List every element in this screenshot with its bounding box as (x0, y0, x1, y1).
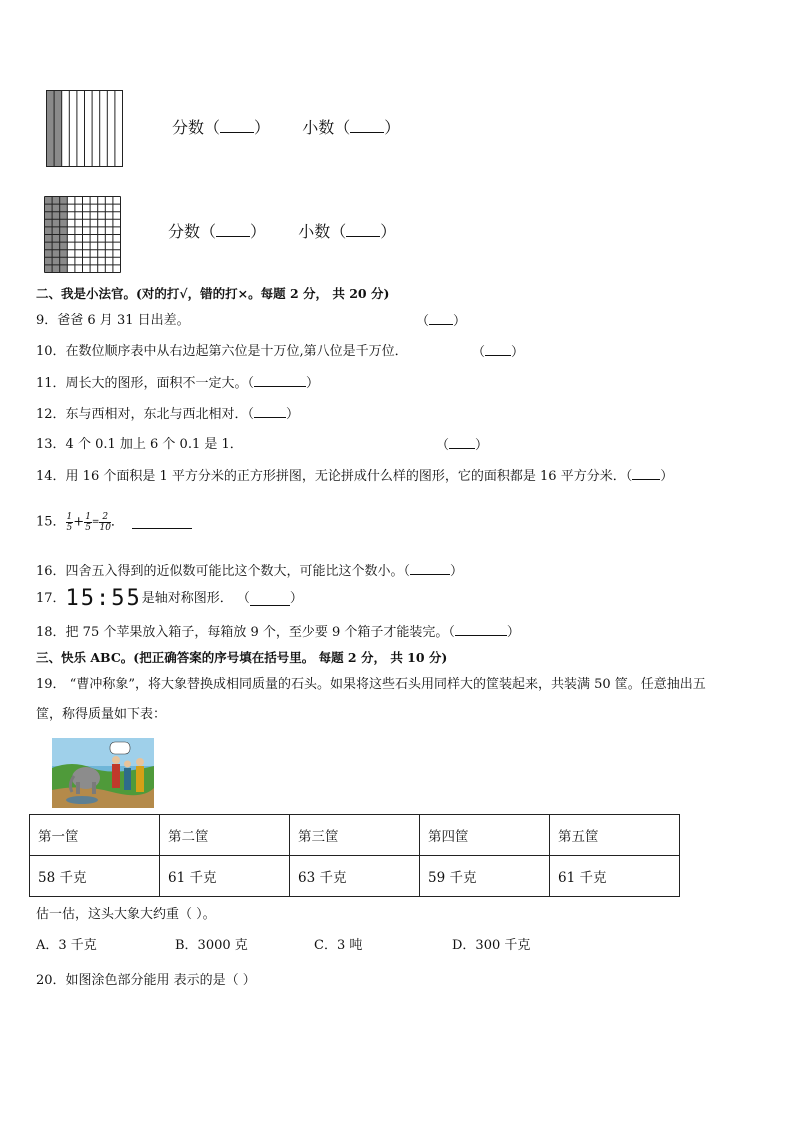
question-9-text: 9．爸爸 6 月 31 日出差。 (36, 313, 190, 328)
question-10-text: 10．在数位顺序表中从右边起第六位是十万位,第八位是千万位． (36, 344, 408, 359)
decimal-blank[interactable] (346, 224, 380, 237)
grid2-answer-line (168, 222, 396, 242)
table-cell: 61 千克 (160, 856, 290, 897)
table-header-cell: 第三筐 (290, 815, 420, 856)
decimal-blank[interactable] (350, 120, 384, 133)
paren-close: ） (384, 118, 401, 137)
answer-blank[interactable] (410, 562, 450, 575)
section3-heading: 三、快乐 ABC。(把正确答案的序号填在括号里。 每题 2 分， 共 10 分) (36, 650, 448, 665)
fraction-b: $\frac{1}{5}$ (85, 512, 91, 533)
section2-heading: 二、我是小法官。(对的打√，错的打×。每题 2 分， 共 20 分) (36, 286, 390, 301)
fraction-blank[interactable] (216, 224, 250, 237)
decimal-label: 小数（ (298, 222, 347, 241)
question-13-answer (436, 436, 488, 455)
question-11-text: 11．周长大的图形，面积不一定大。（ (36, 376, 255, 391)
fraction-blank[interactable] (220, 120, 254, 133)
question-14 (36, 467, 673, 486)
question-13 (36, 436, 243, 454)
answer-blank[interactable] (485, 343, 511, 356)
fraction-label: 分数（ (172, 118, 221, 137)
option-a[interactable]: A．3 千克 (36, 938, 97, 953)
equals-sign: = (91, 517, 100, 528)
option-c[interactable]: C．3 吨 (314, 938, 363, 953)
question-16-text: 16．四舍五入得到的近似数可能比这个数大，可能比这个数小。（ (36, 564, 411, 579)
answer-blank[interactable] (632, 467, 660, 480)
paren-close: ） (660, 469, 674, 484)
paren-close: ） (306, 376, 320, 391)
decimal-label: 小数（ (302, 118, 351, 137)
table-header-cell: 第二筐 (160, 815, 290, 856)
fraction-a: $\frac{1}{5}$ (66, 512, 73, 533)
question-20: 20．如图涂色部分能用 表示的是（ ） (36, 973, 256, 988)
paren-close: ） (450, 564, 464, 579)
question-17-text: 是轴对称图形． （ (141, 591, 250, 606)
question-19-line2: 筐，称得质量如下表： (36, 707, 167, 722)
question-19-prompt: 估一估，这头大象大约重（ ）。 (36, 907, 216, 922)
digital-clock-display: 15:55 (65, 586, 142, 611)
question-12 (36, 405, 299, 424)
table-header-cell: 第五筐 (550, 815, 680, 856)
paren-close: ） (506, 625, 520, 640)
table-cell: 59 千克 (420, 856, 550, 897)
table-header-cell: 第一筐 (30, 815, 160, 856)
question-18-text: 18．把 75 个苹果放入箱子，每箱放 9 个，至少要 9 个箱子才能装完。（ (36, 625, 455, 640)
answer-blank[interactable] (254, 405, 286, 418)
question-14-text: 14．用 16 个面积是 1 平方分米的正方形拼图，无论拼成什么样的图形，它的面积都是 16 平方分米．（ (36, 469, 633, 484)
hundred-grid-figure (44, 196, 122, 274)
question-17-number: 17． (36, 591, 66, 606)
question-17 (36, 586, 303, 611)
basket-weights-table (29, 814, 680, 897)
paren-open: （ (416, 314, 430, 329)
period: ． (110, 514, 124, 530)
question-13-text: 13．4 个 0.1 加上 6 个 0.1 是 1． (36, 437, 243, 452)
table-cell: 61 千克 (550, 856, 680, 897)
table-cell: 63 千克 (290, 856, 420, 897)
question-16 (36, 562, 463, 581)
answer-blank[interactable] (449, 436, 475, 449)
question-18 (36, 623, 520, 642)
fraction-label: 分数（ (168, 222, 217, 241)
plus-sign: + (73, 514, 85, 530)
paren-close: ） (475, 438, 489, 453)
question-10 (36, 343, 408, 361)
option-d[interactable]: D．300 千克 (452, 938, 531, 953)
question-15 (36, 512, 192, 533)
answer-blank[interactable] (429, 312, 453, 325)
paren-close: ） (289, 591, 303, 606)
paren-close: ） (286, 407, 300, 422)
grid1-answer-line (172, 118, 400, 138)
table-header-row (30, 815, 680, 856)
question-10-answer (472, 343, 524, 362)
paren-close: ） (453, 314, 467, 329)
table-cell: 58 千克 (30, 856, 160, 897)
cao-chong-elephant-illustration (52, 738, 154, 808)
question-15-number: 15． (36, 514, 66, 530)
fraction-c: $\frac{2}{10}$ (99, 512, 111, 533)
paren-close: ） (254, 118, 271, 137)
question-9-answer (416, 312, 466, 331)
answer-blank[interactable] (455, 623, 507, 636)
question-11 (36, 374, 319, 393)
table-row (30, 856, 680, 897)
answer-blank[interactable] (250, 593, 290, 606)
paren-close: ） (380, 222, 397, 241)
answer-blank[interactable] (254, 374, 306, 387)
answer-blank[interactable] (132, 516, 192, 529)
question-12-text: 12．东与西相对，东北与西北相对．（ (36, 407, 255, 422)
decimal-strip-figure (46, 90, 124, 168)
option-b[interactable]: B．3000 克 (175, 938, 248, 953)
question-9 (36, 312, 190, 330)
table-header-cell: 第四筐 (420, 815, 550, 856)
paren-close: ） (250, 222, 267, 241)
paren-open: （ (472, 345, 486, 360)
question-19-line1: 19． “曹冲称象”，将大象替换成相同质量的石头。如果将这些石头用同样大的筐装起来，共装满 50 筐。任意抽出五 (36, 677, 706, 692)
paren-close: ） (511, 345, 525, 360)
paren-open: （ (436, 438, 450, 453)
